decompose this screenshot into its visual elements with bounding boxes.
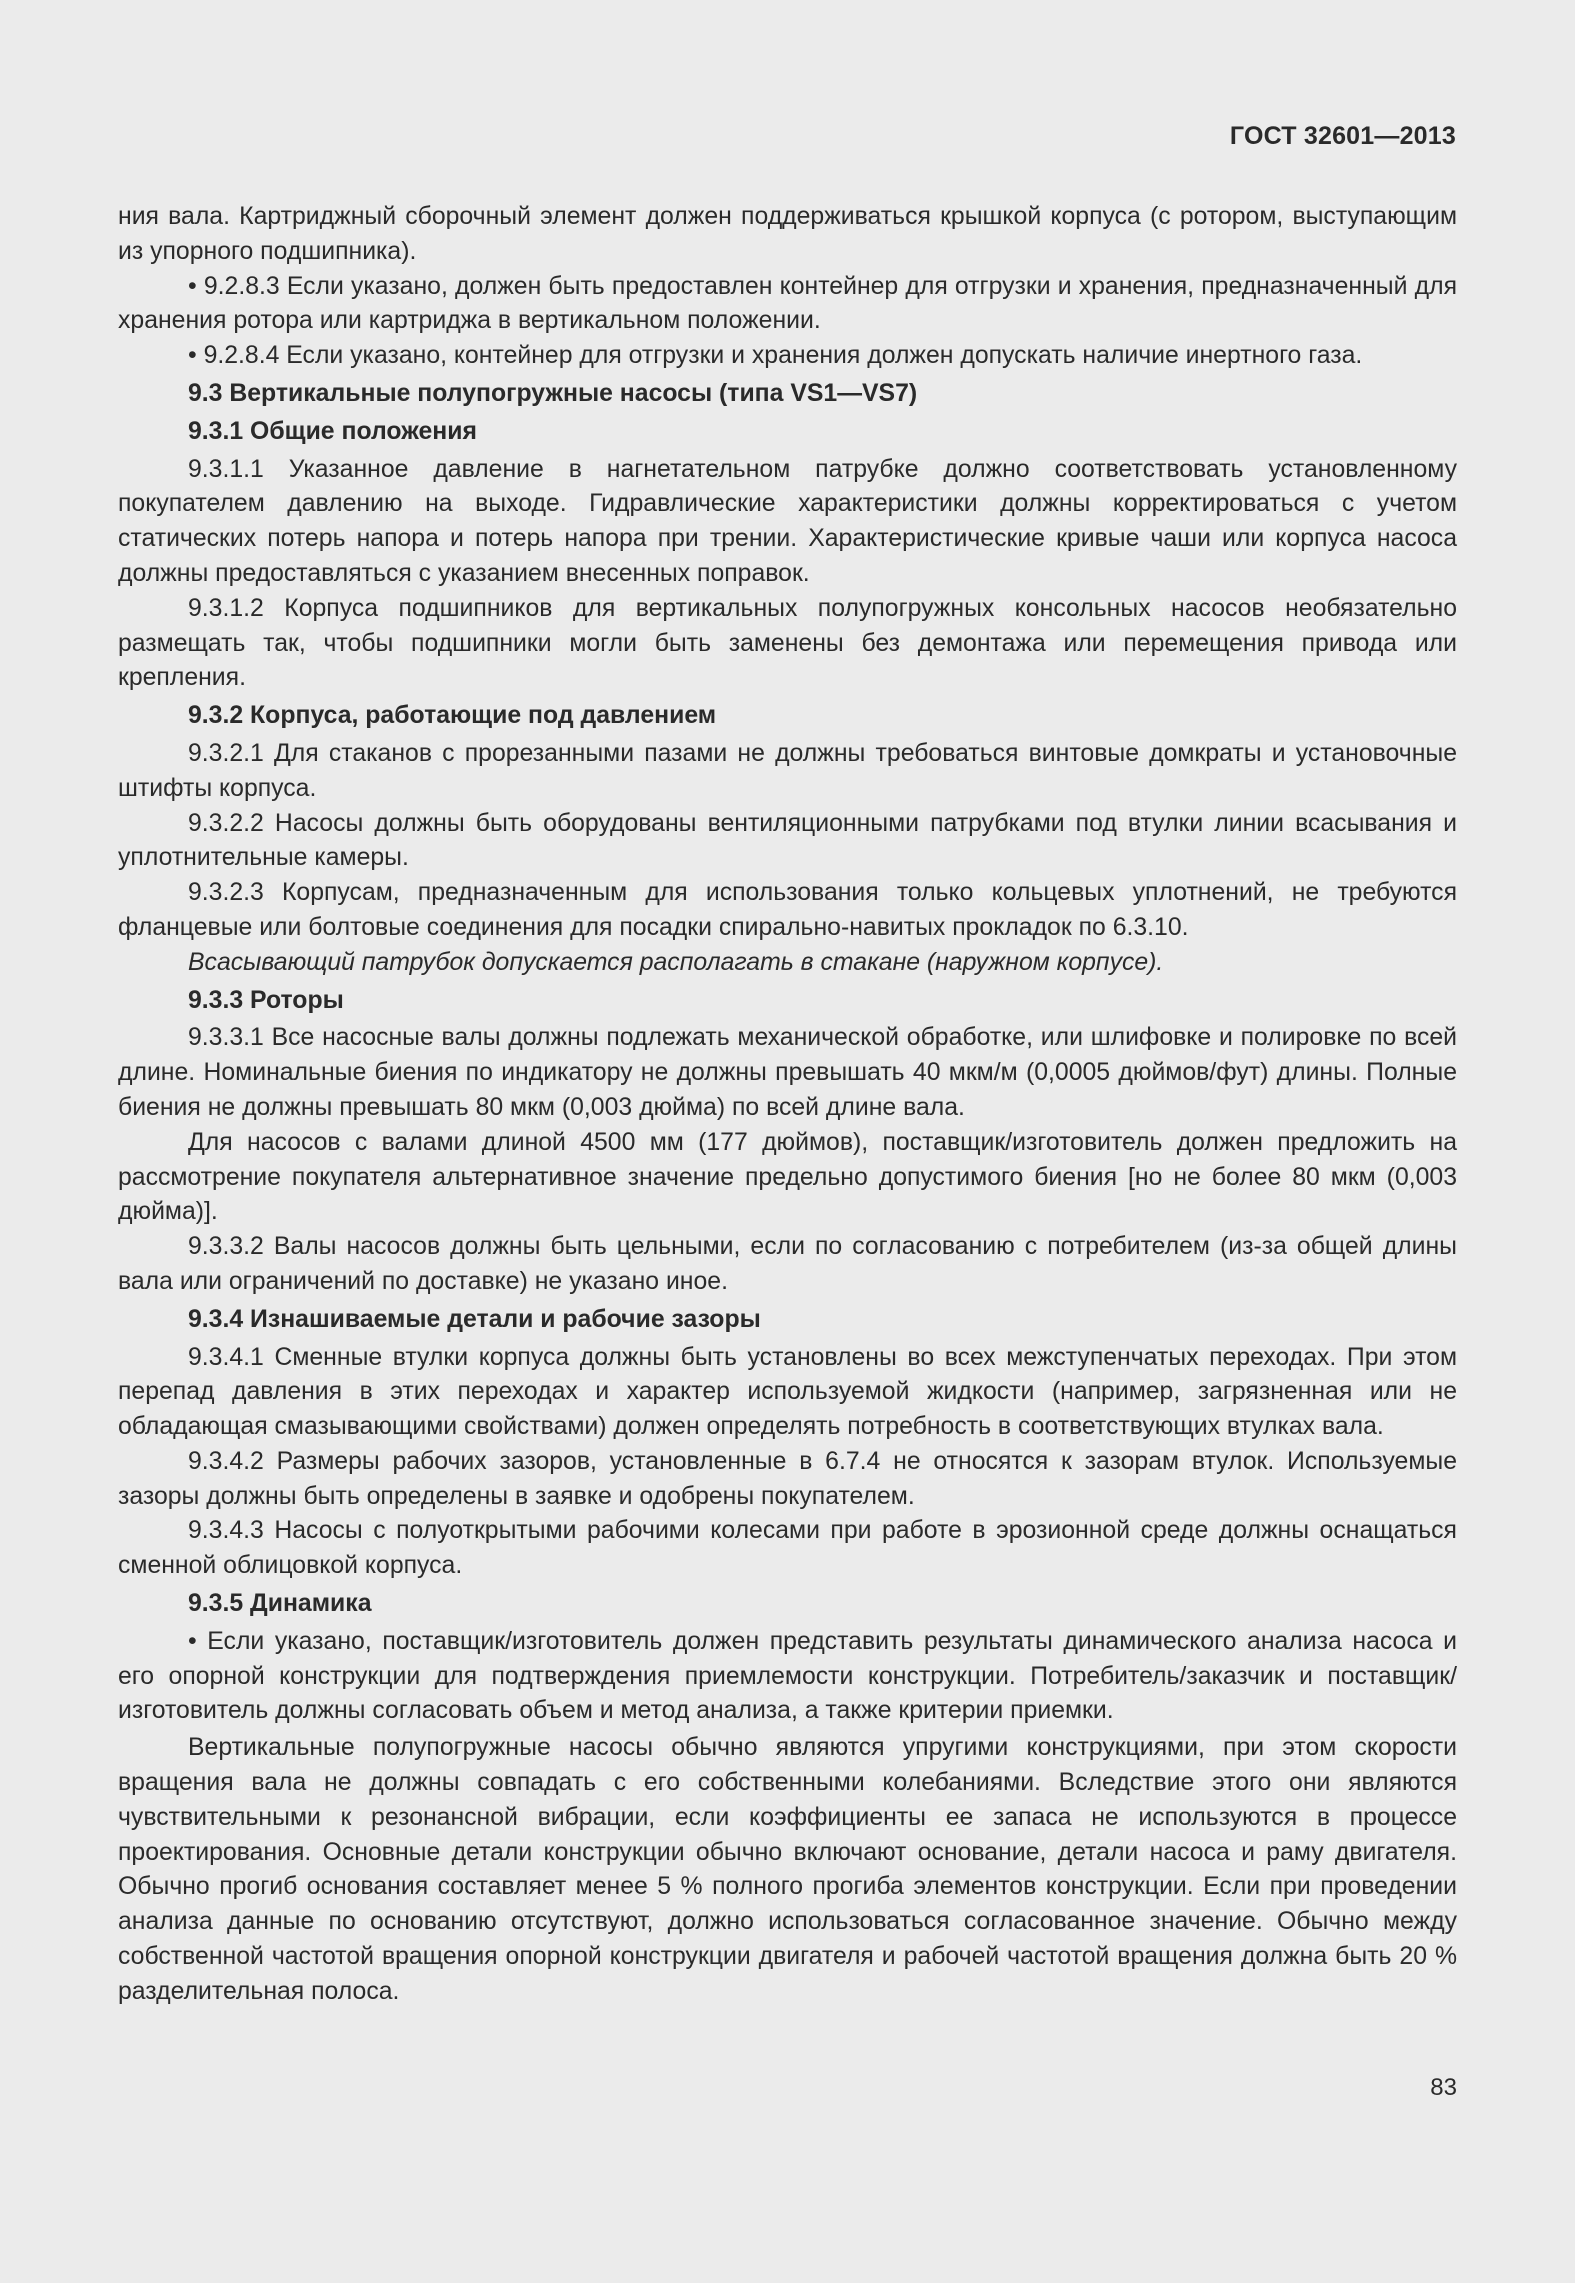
paragraph: 9.3.2.1 Для стаканов с прорезанными пазами не должны требоваться винтовые домкраты и установочные штифты корпуса. [118,739,1457,802]
paragraph: • 9.2.8.4 Если указано, контейнер для отгрузки и хранения должен допускать наличие инертного газа. [188,342,1363,370]
section-heading: 9.3.2 Корпуса, работающие под давлением [188,702,717,730]
note-paragraph: Всасывающий патрубок допускается располагать в стакане (наружном корпусе). [188,948,1164,976]
paragraph: • Если указано, поставщик/изготовитель должен представить результаты динамического анализа насоса и его опорной конструкции для подтверждения приемлемости конструкции. Потребитель/заказчик и поставщик/изготовитель должны согласовать объем и метод анализа, а также критерии приемки. [118,1627,1457,1725]
section-heading: 9.3 Вертикальные полупогружные насосы (типа VS1—VS7) [188,379,918,407]
paragraph: 9.3.1.1 Указанное давление в нагнетательном патрубке должно соответствовать установленному покупателем давлению на выходе. Гидравлические характеристики должны корректироваться с учетом статических потерь напора и потерь напора при трении. Характеристические кривые чаши или корпуса насоса должны предоставляться с указанием внесенных поправок. [118,455,1457,587]
section-heading: 9.3.5 Динамика [188,1590,372,1618]
paragraph: 9.3.3.1 Все насосные валы должны подлежать механической обработке, или шлифовке и полировке по всей длине. Номинальные биения по индикатору не должны превышать 40 мкм/м (0,0005 дюймов/фут) длины. Полные биения не должны превышать 80 мкм (0,003 дюйма) по всей длине вала. [118,1024,1457,1121]
paragraph: 9.3.4.3 Насосы с полуоткрытыми рабочими колесами при работе в эрозионной среде должны оснащаться сменной облицовкой корпуса. [118,1517,1457,1580]
document-body [118,200,1457,2010]
section-heading: 9.3.4 Изнашиваемые детали и рабочие зазоры [188,1305,761,1333]
paragraph: Для насосов с валами длиной 4500 мм (177 дюймов), поставщик/изготовитель должен предложить на рассмотрение покупателя альтернативное значение предельно допустимого биения [но не более 80 мкм (0,003 дюйма)]. [118,1128,1457,1226]
paragraph: 9.3.3.2 Валы насосов должны быть цельными, если по согласованию с потребителем (из-за общей длины вала или ограничений по доставке) не указано иное. [118,1233,1457,1295]
paragraph: • 9.2.8.3 Если указано, должен быть предоставлен контейнер для отгрузки и хранения, предназначенный для хранения ротора или картриджа в вертикальном положении. [118,272,1457,335]
page-number: 83 [1430,2074,1457,2101]
section-heading: 9.3.3 Роторы [188,986,344,1014]
paragraph: 9.3.4.1 Сменные втулки корпуса должны быть установлены во всех межступенчатых переходах. При этом перепад давления в этих переходах и характер используемой жидкости (например, загрязненная или не обладающая смазывающими свойствами) должен определять потребность в соответствующих втулках вала. [118,1343,1457,1441]
continuation-paragraph: ния вала. Картриджный сборочный элемент должен поддерживаться крышкой корпуса (с ротором, выступающим из упорного подшипника). [118,203,1457,265]
paragraph: 9.3.2.3 Корпусам, предназначенным для использования только кольцевых уплотнений, не требуются фланцевые или болтовые соединения для посадки спирально-навитых прокладок по 6.3.10. [118,879,1457,941]
section-heading: 9.3.1 Общие положения [188,417,477,445]
paragraph: 9.3.1.2 Корпуса подшипников для вертикальных полупогружных консольных насосов необязательно размещать так, чтобы подшипники могли быть заменены без демонтажа или перемещения привода или крепления. [118,594,1457,692]
document-code-header: ГОСТ 32601—2013 [1229,122,1456,150]
paragraph: Вертикальные полупогружные насосы обычно являются упругими конструкциями, при этом скорости вращения вала не должны совпадать с его собственными колебаниями. Вследствие этого они являются чувствительными к резонансной вибрации, если коэффициенты ее запаса не используются в процессе проектирования. Основные детали конструкции обычно включают основание, детали насоса и раму двигателя. Обычно прогиб основания составляет менее 5 % полного прогиба элементов конструкции. Если при проведении анализа данные по основанию отсутствуют, должно использоваться согласованное значение. Обычно между собственной частотой вращения опорной конструкции двигателя и рабочей частотой вращения должна быть 20 % разделительная полоса. [118,1734,1457,2005]
paragraph: 9.3.2.2 Насосы должны быть оборудованы вентиляционными патрубками под втулки линии всасывания и уплотнительные камеры. [118,809,1457,872]
paragraph: 9.3.4.2 Размеры рабочих зазоров, установленные в 6.7.4 не относятся к зазорам втулок. Используемые зазоры должны быть определены в заявке и одобрены покупателем. [118,1447,1457,1510]
